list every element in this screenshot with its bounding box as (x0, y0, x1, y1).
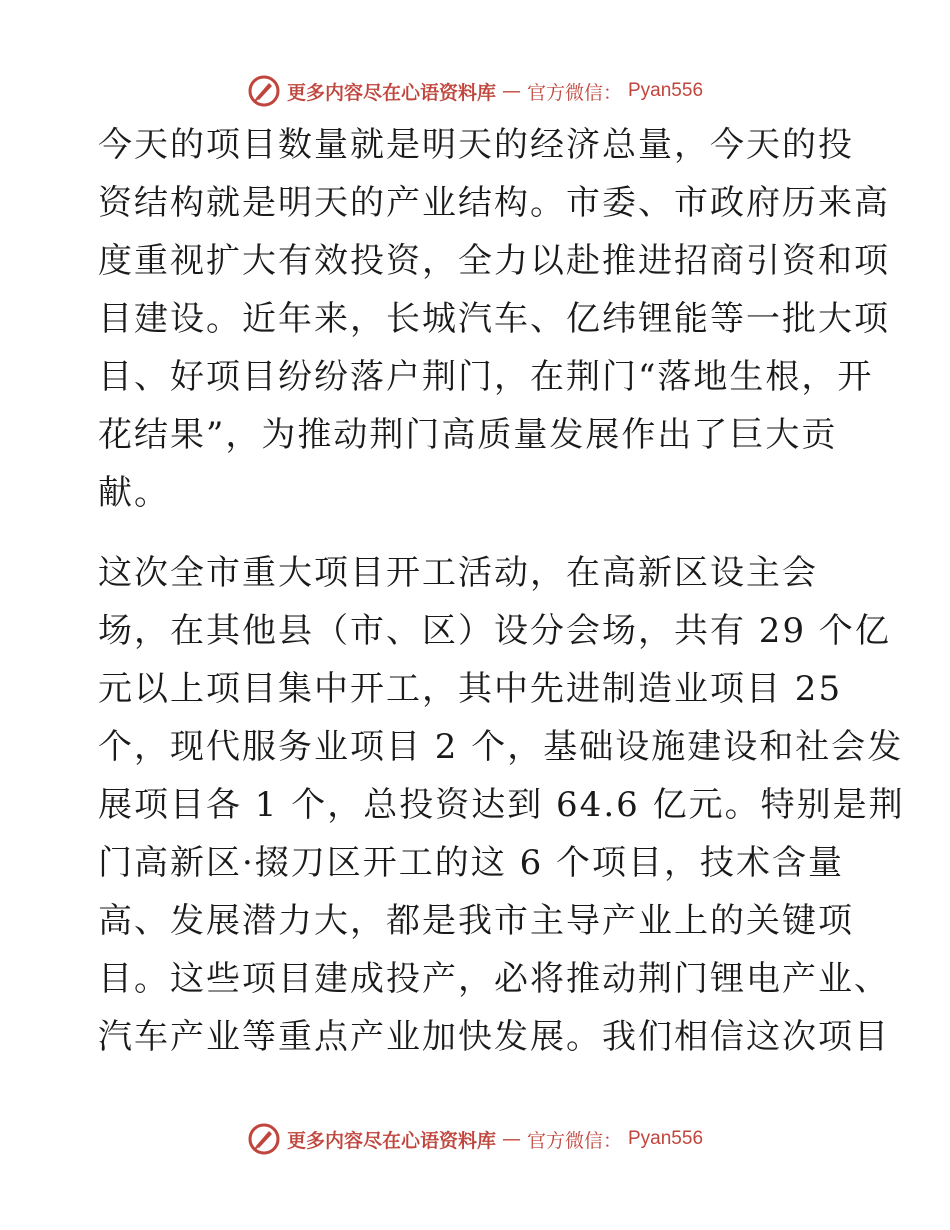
watermark-id: Pyan556 (628, 80, 704, 101)
text-line: 资结构就是明天的产业结构。市委、市政府历来高 (98, 183, 890, 223)
text-line: 展项目各 1 个，总投资达到 64.6 亿元。特别是荆 (98, 785, 905, 825)
text-line: 目、好项目纷纷落户荆门，在荆门“落地生根，开 (98, 357, 874, 397)
watermark-main-text: 更多内容尽在心语资料库 (286, 81, 496, 104)
paragraph-spacer (98, 522, 858, 544)
watermark-label: 官方微信： (526, 81, 622, 104)
watermark-dash: — (501, 1128, 521, 1150)
text-line: 目建设。近年来，长城汽车、亿纬锂能等一批大项 (98, 299, 890, 339)
text-line: 这次全市重大项目开工活动，在高新区设主会 (98, 553, 818, 593)
text-line: 花结果”，为推动荆门高质量发展作出了巨大贡 (98, 415, 838, 455)
text-line: 度重视扩大有效投资，全力以赴推进招商引资和项 (98, 241, 890, 281)
quill-circle-logo-icon (247, 74, 281, 108)
text-line: 场，在其他县（市、区）设分会场，共有 29 个亿 (98, 611, 891, 651)
watermark-id: Pyan556 (628, 1128, 704, 1149)
watermark-main-text: 更多内容尽在心语资料库 (286, 1129, 496, 1152)
text-line: 今天的项目数量就是明天的经济总量，今天的投 (98, 125, 854, 165)
text-line: 汽车产业等重点产业加快发展。我们相信这次项目 (98, 1017, 890, 1057)
paragraph-1 (98, 116, 890, 522)
quill-circle-logo-icon (247, 1122, 281, 1156)
header-watermark (0, 74, 950, 108)
watermark-label: 官方微信： (526, 1129, 622, 1152)
watermark-dash: — (501, 80, 521, 102)
text-line: 元以上项目集中开工，其中先进制造业项目 25 (98, 669, 843, 709)
text-line: 门高新区·掇刀区开工的这 6 个项目，技术含量 (98, 843, 845, 883)
text-line: 个，现代服务业项目 2 个，基础设施建设和社会发 (98, 727, 904, 767)
text-line: 高、发展潜力大，都是我市主导产业上的关键项 (98, 901, 854, 941)
paragraph-2 (98, 544, 905, 1066)
text-line: 目。这些项目建成投产，必将推动荆门锂电产业、 (98, 959, 890, 999)
footer-watermark (0, 1122, 950, 1156)
document-body (98, 116, 905, 1066)
text-line: 献。 (98, 473, 170, 513)
